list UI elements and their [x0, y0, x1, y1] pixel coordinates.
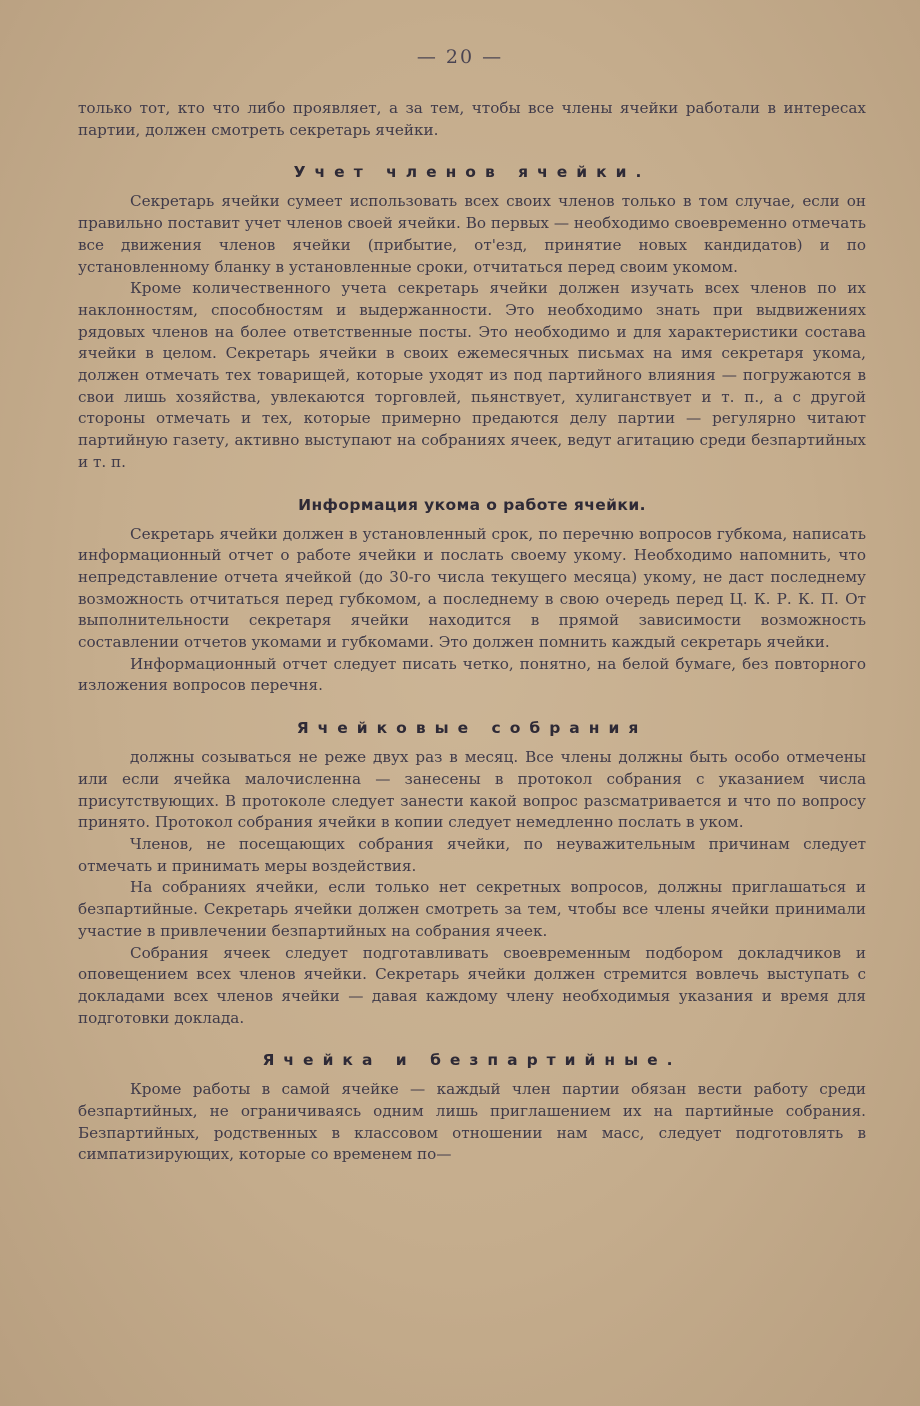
paragraph: На собраниях ячейки, если только нет секретных вопросов, должны приглашаться и безпартийные. Секретарь ячейки должен смотреть за тем, чтобы все члены ячейки принимали участие в привлечении безпартийных на собрания ячеек. [78, 878, 866, 940]
page-number: — 20 — [416, 46, 504, 68]
section-heading: Ячейка и безпартийные. [262, 1051, 682, 1070]
paragraph: Информационный отчет следует писать четко, понятно, на белой бумаге, без повторного изложения вопросов перечня. [78, 654, 866, 695]
paragraph: должны созываться не реже двух раз в месяц. Все члены должны быть особо отмечены или если ячейка малочисленна — занесены в протокол собрания с указанием числа присутствующих. В протоколе следует занести какой вопрос разсматривается и что по вопросу принято. Протокол собрания ячейки в копии следует немедленно послать в уком. [78, 748, 866, 832]
section-heading: Ячейковые собрания [296, 719, 648, 738]
paragraph: только тот, кто что либо проявляет, а за тем, чтобы все члены ячейки работали в интересах партии, должен смотреть секретарь ячейки. [78, 99, 866, 139]
page-body [78, 98, 866, 1166]
paragraph: Членов, не посещающих собрания ячейки, по неуважительным причинам следует отмечать и принимать меры воздействия. [78, 834, 866, 875]
paragraph: Кроме количественного учета секретарь ячейки должен изучать всех членов по их наклонностям, способностям и выдержанности. Это необходимо знать при выдвижениях рядовых членов на более ответственные посты. Это необходимо и для характеристики состава ячейки в целом. Секретарь ячейки в своих ежемесячных письмах на имя секретаря укома, должен отмечать тех товарищей, которые уходят из под партийного влияния — погружаются в свои лишь хозяйства, увлекаются торговлей, пьянствует, хулиганствует и т. п., а с другой стороны отмечать и тех, которые примерно предаются делу партии — регулярно читают партийную газету, активно выступают на собраниях ячеек, ведут агитацию среди безпартийных и т. п. [78, 279, 866, 471]
paragraph: Собрания ячеек следует подготавливать своевременным подбором докладчиков и оповещением всех членов ячейки. Секретарь ячейки должен стремится вовлечь выступать с докладами всех членов ячейки — давая каждому члену необходимыя указания и время для подготовки доклада. [78, 943, 866, 1027]
section-heading: Учет членов ячейки. [293, 163, 651, 182]
paragraph: Секретарь ячейки сумеет использовать всех своих членов только в том случае, если он правильно поставит учет членов своей ячейки. Во первых — необходимо своевременно отмечать все движения членов ячейки (прибытие, от'езд, принятие новых кандидатов) и по установленному бланку в установленные сроки, отчитаться перед своим укомом. [78, 192, 866, 276]
paragraph: Секретарь ячейки должен в установленный срок, по перечню вопросов губкома, написать информационный отчет о работе ячейки и послать своему укому. Необходимо напомнить, что непредставление отчета ячейкой (до 30-го числа текущего месяца) укому, не даст последнему возможность отчитаться перед губкомом, а последнему в свою очередь перед Ц. К. Р. К. П. От выполнительности секретаря ячейки находится в прямой зависимости возможность составлении отчетов укомами и губкомами. Это должен помнить каждый секретарь ячейки. [78, 524, 866, 652]
section-heading: Информация укома о работе ячейки. [298, 495, 646, 514]
paragraph: Кроме работы в самой ячейке — каждый член партии обязан вести работу среди безпартийных, не ограничиваясь одним лишь приглашением их на партийные собрания. Безпартийных, родственных в классовом отношении нам масс, следует подготовлять в симпатизирующих, которые со временем по— [78, 1080, 866, 1164]
